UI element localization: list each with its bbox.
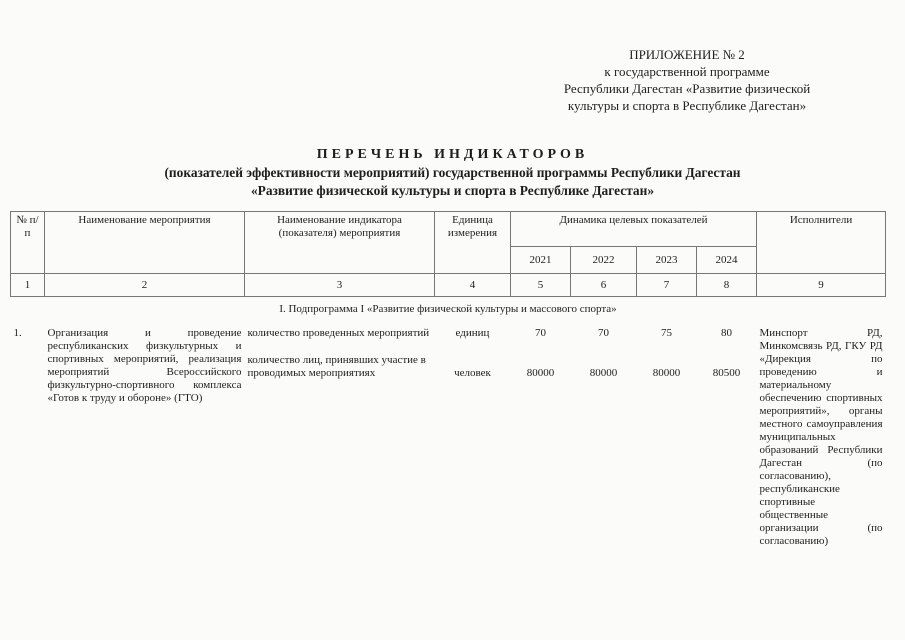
value-cell: 80000 xyxy=(589,367,618,379)
unit-2: человек xyxy=(454,367,491,379)
row-values-2024 xyxy=(697,319,757,550)
appendix-line: Республики Дагестан «Развитие физической xyxy=(563,81,811,96)
indicator-1: количество проведенных мероприятий xyxy=(247,327,430,339)
value-cell: 70 xyxy=(535,327,546,339)
row-executors: Минспорт РД, Минкомсвязь РД, ГКУ РД «Дирекция по проведению и материальному обеспечению спортивных мероприятий», органы местного самоуправления муниципальных образований Республики Дагестан (по согласованию), республиканские спортивные общественные организации (по согласованию) xyxy=(759,327,883,547)
column-number: 2 xyxy=(45,274,245,297)
row-indicators xyxy=(245,319,435,550)
header-dynamics: Динамика целевых показателей xyxy=(511,212,757,247)
header-indicator: Наименование индикатора (показателя) мероприятия xyxy=(245,212,435,274)
value-cell: 80 xyxy=(721,327,732,339)
column-number: 3 xyxy=(245,274,435,297)
column-number: 8 xyxy=(697,274,757,297)
column-number: 4 xyxy=(435,274,511,297)
appendix-line: к государственной программе xyxy=(604,64,770,79)
appendix-line: ПРИЛОЖЕНИЕ № 2 xyxy=(629,47,745,62)
row-values-2021 xyxy=(511,319,571,550)
title-subtitle: (показателей эффективности мероприятий) государственной программы Республики Дагестан xyxy=(164,165,741,180)
value-cell: 75 xyxy=(661,327,672,339)
row-values-2022 xyxy=(571,319,637,550)
row-values-2023 xyxy=(637,319,697,550)
row-units xyxy=(435,319,511,550)
column-number: 1 xyxy=(11,274,45,297)
header-executors: Исполнители xyxy=(757,212,886,274)
row-num: 1. xyxy=(13,327,22,339)
column-number: 6 xyxy=(571,274,637,297)
title-program-name: «Развитие физической культуры и спорта в Республике Дагестан» xyxy=(250,183,655,198)
appendix-header xyxy=(527,46,847,114)
value-cell: 80000 xyxy=(526,367,555,379)
header-unit: Единица измерения xyxy=(435,212,511,274)
header-year: 2024 xyxy=(697,247,757,274)
value-cell: 70 xyxy=(598,327,609,339)
column-number: 7 xyxy=(637,274,697,297)
table-row xyxy=(11,319,886,550)
header-year: 2022 xyxy=(571,247,637,274)
column-number: 9 xyxy=(757,274,886,297)
column-number: 5 xyxy=(511,274,571,297)
header-num: № п/п xyxy=(11,212,45,274)
unit-1: единиц xyxy=(455,327,490,339)
indicator-2: количество лиц, принявших участие в проводимых мероприятиях xyxy=(247,354,426,379)
row-activity: Организация и проведение республиканских физкультурных и спортивных мероприятий, реализация мероприятий Всероссийского физкультурно-спортивного комплекса «Готов к труду и обороне» (ГТО) xyxy=(47,327,242,404)
title-main: ПЕРЕЧЕНЬ ИНДИКАТОРОВ xyxy=(316,147,589,162)
header-activity: Наименование мероприятия xyxy=(45,212,245,274)
value-cell: 80500 xyxy=(712,367,741,379)
header-year: 2023 xyxy=(637,247,697,274)
appendix-line: культуры и спорта в Республике Дагестан» xyxy=(567,98,807,113)
header-year: 2021 xyxy=(511,247,571,274)
document-title xyxy=(0,146,905,200)
section-heading: I. Подпрограмма I «Развитие физической культуры и массового спорта» xyxy=(11,297,886,320)
value-cell: 80000 xyxy=(652,367,681,379)
indicators-table xyxy=(10,211,886,550)
